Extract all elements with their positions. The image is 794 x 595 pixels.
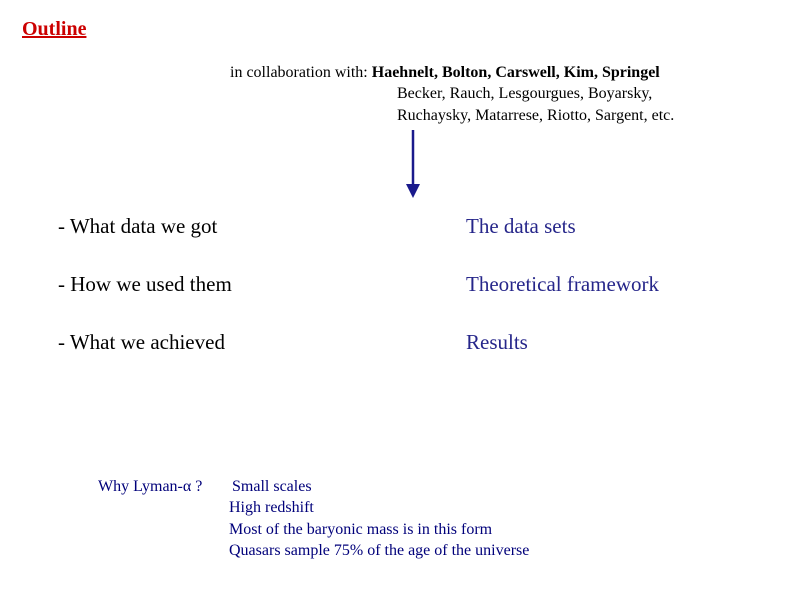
collaboration-line-1 — [230, 63, 660, 83]
outline-question-2: - How we used them — [58, 272, 232, 296]
outline-question-1: - What data we got — [58, 214, 218, 238]
collaborator-names-2: Becker, Rauch, Lesgourgues, Boyarsky, — [397, 85, 653, 102]
why-reason-4: Quasars sample 75% of the age of the universe — [229, 542, 530, 559]
outline-question-3: - What we achieved — [58, 330, 225, 354]
outline-topic-3: Results — [466, 330, 528, 354]
outline-topic-2: Theoretical framework — [466, 272, 659, 296]
why-reason-1: Small scales — [232, 478, 312, 495]
collaboration-prefix: in collaboration with: — [230, 64, 372, 81]
why-lyman-label: Why Lyman-α ? — [98, 478, 203, 495]
slide-title: Outline — [22, 18, 87, 40]
why-reason-2: High redshift — [229, 499, 314, 516]
why-reason-3: Most of the baryonic mass is in this form — [229, 521, 493, 538]
down-arrow-icon — [400, 128, 426, 200]
collaborator-names-1: Haehnelt, Bolton, Carswell, Kim, Springel — [371, 64, 660, 81]
collaborator-names-3: Ruchaysky, Matarrese, Riotto, Sargent, etc. — [397, 107, 675, 124]
outline-topic-1: The data sets — [466, 214, 576, 238]
